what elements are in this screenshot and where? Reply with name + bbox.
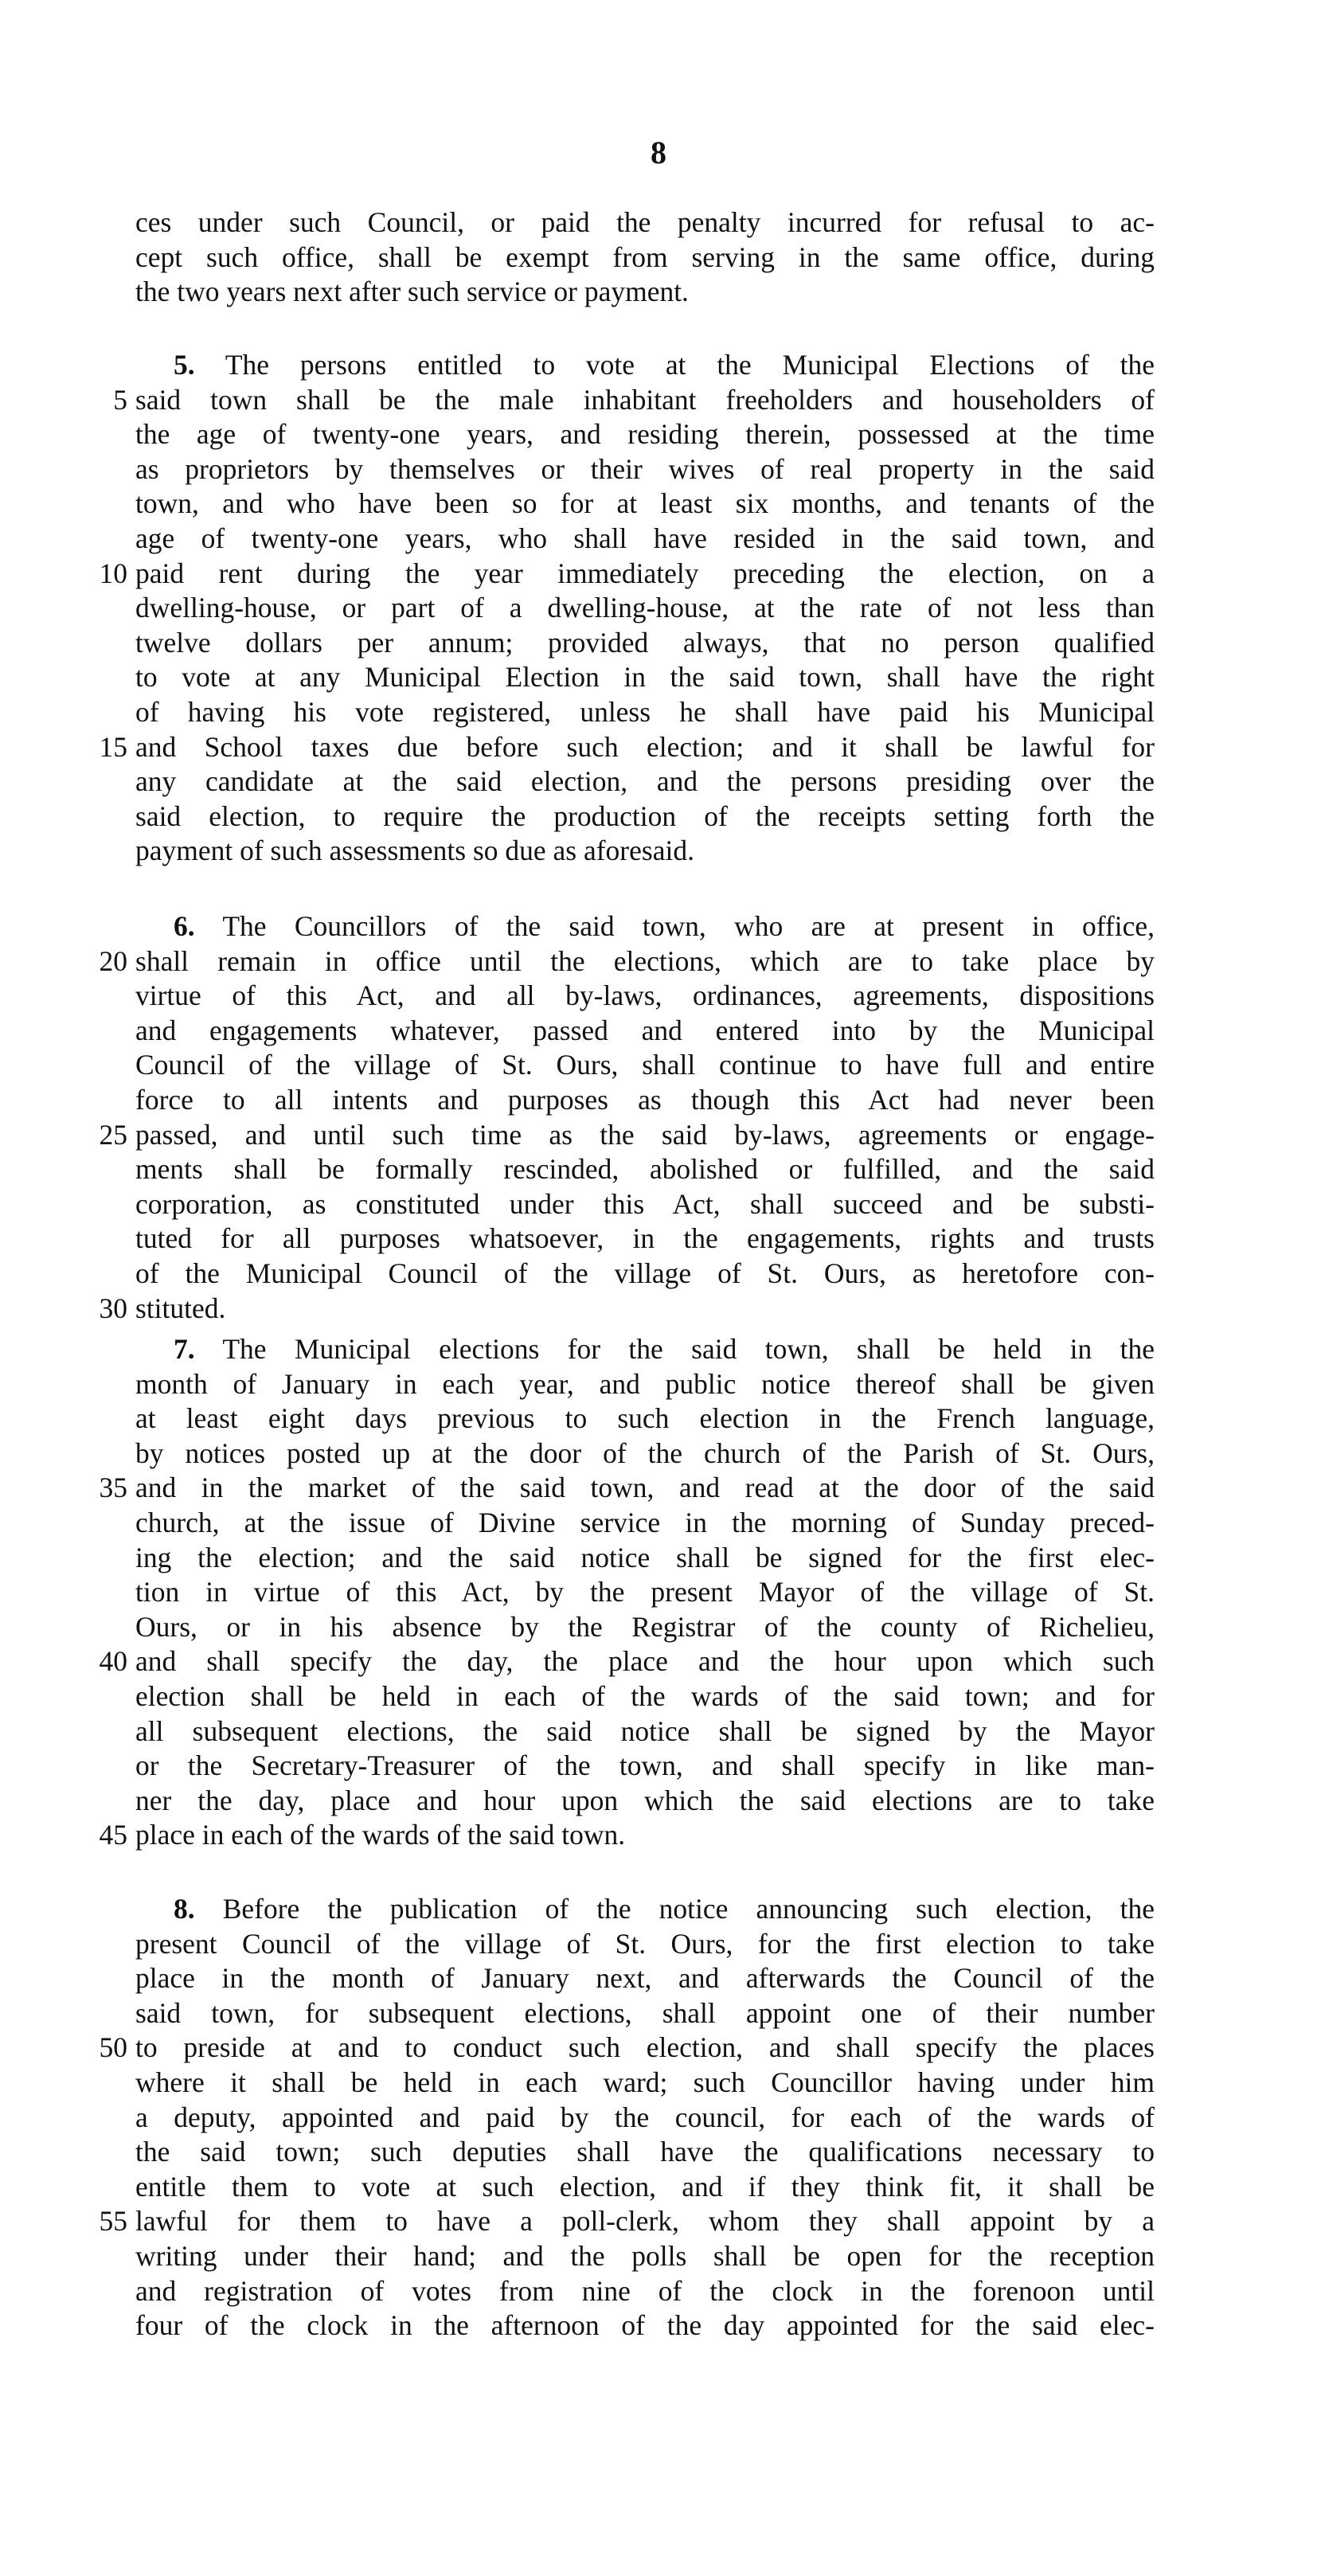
- text-line: [135, 2170, 1155, 2205]
- text-line: [135, 1749, 1155, 1784]
- line-text: said town shall be the male inhabitant freeholders and householders of: [135, 383, 1155, 416]
- text-line: [135, 1014, 1155, 1049]
- line-text: twelve dollars per annum; provided always, that no person qualified: [135, 626, 1155, 659]
- text-line: [135, 1610, 1155, 1645]
- line-number: 30: [99, 1292, 127, 1324]
- text-line: [135, 1152, 1155, 1187]
- page-number: 8: [651, 135, 666, 170]
- line-text: place in the month of January next, and afterwards the Council of the: [135, 1962, 1155, 1995]
- text-line: [135, 452, 1155, 487]
- line-text: Before the publication of the notice announcing such election, the: [222, 1893, 1155, 1925]
- section-number: 5.: [174, 349, 195, 381]
- text-line: [135, 1996, 1155, 2031]
- section-number: 6.: [174, 910, 195, 942]
- text-line: [135, 2101, 1155, 2136]
- line-text: payment of such assessments so due as aforesaid.: [135, 835, 694, 867]
- text-line: [135, 1437, 1155, 1472]
- section-number: 7.: [174, 1333, 195, 1365]
- text-line: [99, 2031, 1155, 2066]
- line-text: all subsequent elections, the said notice shall be signed by the Mayor: [135, 1714, 1155, 1747]
- line-text: The Councillors of the said town, who are at present in office,: [222, 910, 1155, 942]
- text-line: [135, 1679, 1155, 1714]
- text-line: [135, 1401, 1155, 1437]
- line-number: 40: [99, 1645, 127, 1678]
- section-8-paragraph: [99, 1892, 1155, 2343]
- line-text: Ours, or in his absence by the Registrar of the county of Richelieu,: [135, 1610, 1155, 1643]
- line-text: passed, and until such time as the said by-laws, agreements or engage-: [135, 1118, 1155, 1151]
- text-line: [135, 348, 1155, 383]
- text-line: [99, 944, 1155, 979]
- section-5-paragraph: [99, 348, 1155, 869]
- line-text: where it shall be held in each ward; such Councillor having under him: [135, 2066, 1155, 2098]
- line-text: and engagements whatever, passed and entered into by the Municipal: [135, 1014, 1155, 1046]
- text-line: [135, 2308, 1155, 2343]
- text-line: [135, 1784, 1155, 1819]
- line-text: ner the day, place and hour upon which the said elections are to take: [135, 1784, 1155, 1816]
- text-line: [135, 417, 1155, 452]
- text-line: [135, 1083, 1155, 1118]
- text-line: [135, 764, 1155, 799]
- text-line: [113, 383, 1155, 418]
- line-text: month of January in each year, and public notice thereof shall be given: [135, 1367, 1155, 1400]
- line-text: The persons entitled to vote at the Municipal Elections of the: [225, 349, 1155, 381]
- line-text: and School taxes due before such election; and it shall be lawful for: [135, 730, 1155, 763]
- line-text: the age of twenty-one years, and residing therein, possessed at the time: [135, 418, 1155, 451]
- line-text: lawful for them to have a poll-clerk, whom they shall appoint by a: [135, 2205, 1155, 2238]
- line-text: ing the election; and the said notice shall be signed for the first elec-: [135, 1541, 1155, 1573]
- line-text: present Council of the village of St. Ours, for the first election to take: [135, 1927, 1155, 1960]
- line-text: said election, to require the production of the receipts setting forth the: [135, 799, 1155, 832]
- line-text: to preside at and to conduct such election, and shall specify the places: [135, 2031, 1155, 2064]
- line-number: 25: [99, 1118, 127, 1151]
- text-line: [135, 2066, 1155, 2101]
- line-text: cept such office, shall be exempt from serving in the same office, during: [135, 240, 1155, 273]
- text-line: [99, 1118, 1155, 1153]
- text-line: [99, 1818, 1155, 1853]
- line-text: or the Secretary-Treasurer of the town, and shall specify in like man-: [135, 1749, 1155, 1782]
- line-text: said town, for subsequent elections, shall appoint one of their number: [135, 1996, 1155, 2029]
- line-text: stituted.: [135, 1292, 226, 1324]
- line-text: a deputy, appointed and paid by the council, for each of the wards of: [135, 2101, 1155, 2133]
- line-number: 5: [113, 383, 127, 416]
- line-text: ces under such Council, or paid the penalty incurred for refusal to ac-: [135, 206, 1155, 238]
- line-text: of the Municipal Council of the village of St. Ours, as heretofore con-: [135, 1257, 1155, 1289]
- text-line: [135, 1506, 1155, 1541]
- line-number: 55: [99, 2205, 127, 2238]
- text-line: [135, 1187, 1155, 1222]
- line-number: 20: [99, 944, 127, 977]
- line-text: and shall specify the day, the place and the hour upon which such: [135, 1645, 1155, 1678]
- line-text: virtue of this Act, and all by-laws, ordinances, agreements, dispositions: [135, 979, 1155, 1012]
- line-text: force to all intents and purposes as though this Act had never been: [135, 1083, 1155, 1116]
- line-text: as proprietors by themselves or their wives of real property in the said: [135, 452, 1155, 485]
- continuation-paragraph: [135, 205, 1155, 310]
- line-text: The Municipal elections for the said town, shall be held in the: [222, 1333, 1155, 1365]
- section-7-paragraph: [99, 1332, 1155, 1853]
- text-line: [135, 1927, 1155, 1962]
- line-text: dwelling-house, or part of a dwelling-house, at the rate of not less than: [135, 592, 1155, 624]
- line-text: four of the clock in the afternoon of the day appointed for the said elec-: [135, 2309, 1155, 2342]
- text-line: [135, 1257, 1155, 1292]
- line-text: writing under their hand; and the polls shall be open for the reception: [135, 2239, 1155, 2272]
- text-line: [99, 730, 1155, 765]
- text-line: [135, 2239, 1155, 2274]
- line-number: 50: [99, 2031, 127, 2064]
- text-line: [135, 2135, 1155, 2170]
- line-text: shall remain in office until the elections, which are to take place by: [135, 944, 1155, 977]
- line-text: entitle them to vote at such election, and if they think fit, it shall be: [135, 2170, 1155, 2203]
- text-line: [135, 522, 1155, 557]
- text-line: [135, 1048, 1155, 1083]
- text-line: [135, 1332, 1155, 1367]
- line-number: 45: [99, 1819, 127, 1851]
- text-line: [135, 626, 1155, 661]
- text-line: [99, 2204, 1155, 2239]
- line-text: place in each of the wards of the said town.: [135, 1819, 626, 1851]
- text-line: [135, 909, 1155, 944]
- line-number: 15: [99, 730, 127, 763]
- line-text: any candidate at the said election, and the persons presiding over the: [135, 765, 1155, 798]
- text-line: [99, 1471, 1155, 1506]
- text-line: [99, 1292, 1155, 1327]
- text-line: [135, 240, 1155, 276]
- text-line: [135, 799, 1155, 835]
- text-line: [135, 1367, 1155, 1402]
- line-text: church, at the issue of Divine service in the morning of Sunday preced-: [135, 1506, 1155, 1538]
- line-text: the said town; such deputies shall have the qualifications necessary to: [135, 2136, 1155, 2168]
- line-number: 35: [99, 1472, 127, 1504]
- line-text: Council of the village of St. Ours, shall continue to have full and entire: [135, 1049, 1155, 1081]
- line-text: and registration of votes from nine of the clock in the forenoon until: [135, 2274, 1155, 2307]
- line-text: tion in virtue of this Act, by the present Mayor of the village of St.: [135, 1576, 1155, 1609]
- text-line: [135, 205, 1155, 240]
- line-text: tuted for all purposes whatsoever, in the engagements, rights and trusts: [135, 1222, 1155, 1255]
- text-line: [135, 591, 1155, 626]
- text-line: [135, 2274, 1155, 2309]
- line-text: town, and who have been so for at least six months, and tenants of the: [135, 487, 1155, 520]
- line-text: by notices posted up at the door of the church of the Parish of St. Ours,: [135, 1437, 1155, 1469]
- line-text: paid rent during the year immediately preceding the election, on a: [135, 557, 1155, 589]
- line-text: to vote at any Municipal Election in the said town, shall have the right: [135, 661, 1155, 694]
- section-number: 8.: [174, 1893, 195, 1925]
- line-text: age of twenty-one years, who shall have resided in the said town, and: [135, 522, 1155, 554]
- text-line: [99, 557, 1155, 592]
- text-line: [135, 1714, 1155, 1749]
- text-line: [135, 275, 1155, 310]
- text-line: [135, 1575, 1155, 1610]
- line-number: 10: [99, 557, 127, 589]
- text-line: [135, 834, 1155, 869]
- line-text: the two years next after such service or payment.: [135, 276, 689, 308]
- line-text: election shall be held in each of the wards of the said town; and for: [135, 1679, 1155, 1712]
- text-line: [135, 695, 1155, 730]
- text-line: [135, 1541, 1155, 1576]
- text-line: [135, 487, 1155, 522]
- text-line: [99, 1644, 1155, 1679]
- text-line: [135, 660, 1155, 695]
- line-text: ments shall be formally rescinded, abolished or fulfilled, and the said: [135, 1153, 1155, 1186]
- line-text: at least eight days previous to such election in the French language,: [135, 1402, 1155, 1435]
- text-line: [135, 1892, 1155, 1927]
- line-text: and in the market of the said town, and read at the door of the said: [135, 1472, 1155, 1504]
- text-line: [135, 979, 1155, 1014]
- text-line: [135, 1961, 1155, 1996]
- line-text: corporation, as constituted under this Act, shall succeed and be substi-: [135, 1187, 1155, 1220]
- line-text: of having his vote registered, unless he shall have paid his Municipal: [135, 695, 1155, 728]
- section-6-paragraph: [99, 909, 1155, 1326]
- text-line: [135, 1222, 1155, 1257]
